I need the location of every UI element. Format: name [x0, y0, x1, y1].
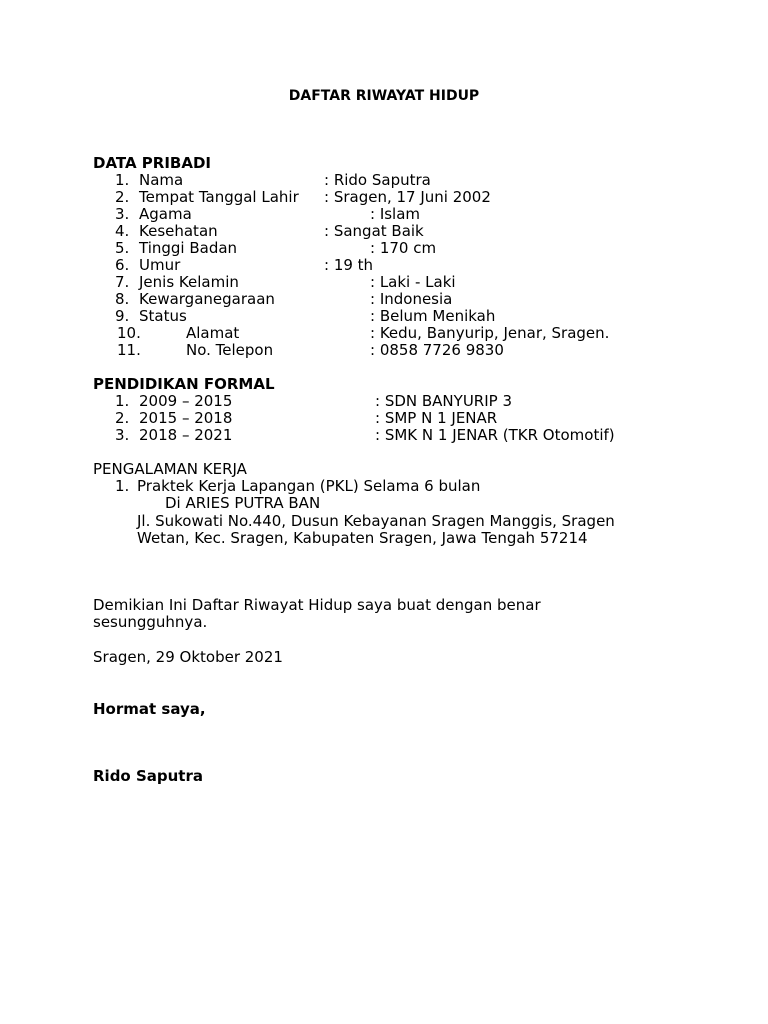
document-page: DAFTAR RIWAYAT HIDUP DATA PRIBADI 1. Nama : Rido Saputra 2. Tempat Tanggal Lahir : Sragen, 17 Juni 2002 3. Agama : Islam 4. Kesehatan : Sangat Baik 5. Tinggi Badan : 170 cm 6. Umur : 19 th 7. Jenis Kelamin : Laki - Laki 8. Kewarganegaraan : Indonesia 9. Status : Belum Menikah 10. Alamat : Kedu, Banyurip, Jenar, Sragen. 11. No. Telepon : 0858 7726 9830 PENDIDIKAN FORMAL 1. 2009 – 2015 : SDN BANYURIP 3 2. 2015 – 2018 : SMP N 1 JENAR 3. 2018 – 2021 : SMK N 1 JENAR (TKR Otomotif) PENGALAMAN KERJA 1. Praktek Kerja Lapangan (PKL) Selama 6 bulan Di ARIES PUTRA BAN Jl. Sukowati No.440, Dusun Kebayanan Sragen Manggis, Sragen Wetan, Kec. Sragen, Kabupaten Sragen, Jawa Tengah 57214 Demikian Ini Daftar Riwayat Hidup saya buat dengan benar sesungguhnya. Sragen, 29 Oktober 2021 Hormat saya, Rido Saputra [0, 0, 768, 1024]
salutation: Hormat saya, [93, 700, 206, 718]
section-heading-pendidikan-formal: PENDIDIKAN FORMAL [93, 375, 275, 393]
experience-line: Di ARIES PUTRA BAN [165, 494, 321, 512]
section-heading-pengalaman-kerja: PENGALAMAN KERJA [93, 460, 247, 478]
signer-name: Rido Saputra [93, 767, 203, 785]
closing-statement: sesungguhnya. [93, 613, 208, 631]
experience-number: 1. [115, 477, 130, 495]
experience-line: Praktek Kerja Lapangan (PKL) Selama 6 bulan [137, 477, 481, 495]
closing-statement: Demikian Ini Daftar Riwayat Hidup saya buat dengan benar [93, 596, 541, 614]
experience-line: Jl. Sukowati No.440, Dusun Kebayanan Sragen Manggis, Sragen [137, 512, 615, 530]
document-title: DAFTAR RIWAYAT HIDUP [288, 88, 480, 104]
section-heading-data-pribadi: DATA PRIBADI [93, 154, 211, 172]
experience-line: Wetan, Kec. Sragen, Kabupaten Sragen, Jawa Tengah 57214 [137, 529, 588, 547]
place-date: Sragen, 29 Oktober 2021 [93, 648, 283, 666]
